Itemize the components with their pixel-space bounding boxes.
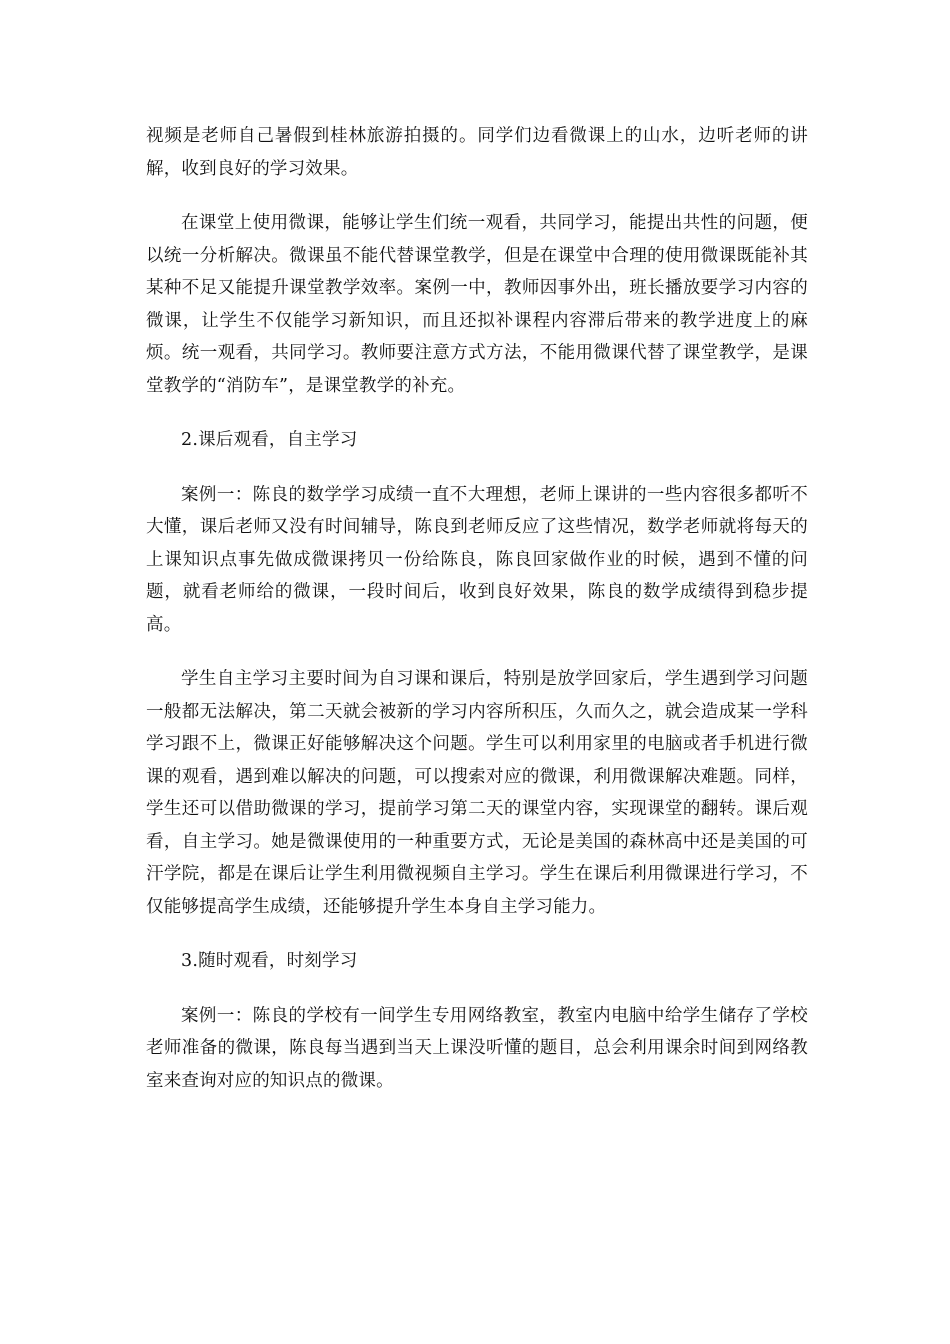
document-body: [146, 120, 808, 1119]
section-heading-after-class: 2.课后观看，自主学习: [181, 430, 358, 450]
section-heading-anytime: 3.随时观看，时刻学习: [181, 951, 358, 971]
paragraph-classroom-use: 在课堂上使用微课，能够让学生们统一观看，共同学习，能提出共性的问题，便以统一分析解决。微课虽不能代替课堂教学，但是在课堂中合理的使用微课既能补其某种不足又能提升课堂教学效率。案例一中，教师因事外出，班长播放要学习内容的微课，让学生不仅能学习新知识，而且还拟补课程内容滞后带来的教学进度上的麻烦。统一观看，共同学习。教师要注意方式方法，不能用微课代替了课堂教学，是课堂教学的“消防车”，是课堂教学的补充。: [146, 213, 808, 396]
paragraph-case-chen-liang-math: 案例一：陈良的数学学习成绩一直不大理想，老师上课讲的一些内容很多都听不大懂，课后老师又没有时间辅导，陈良到老师反应了这些情况，数学老师就将每天的上课知识点事先做成微课拷贝一份给陈良，陈良回家做作业的时候，遇到不懂的问题，就看老师给的微课，一段时间后，收到良好效果，陈良的数学成绩得到稳步提高。: [146, 484, 808, 635]
paragraph-self-study: 学生自主学习主要时间为自习课和课后，特别是放学回家后，学生遇到学习问题一般都无法解决，第二天就会被新的学习内容所积压，久而久之，就会造成某一学科学习跟不上，微课正好能够解决这个问题。学生可以利用家里的电脑或者手机进行微课的观看，遇到难以解决的问题，可以搜索对应的微课，利用微课解决难题。同样，学生还可以借助微课的学习，提前学习第二天的课堂内容，实现课堂的翻转。课后观看，自主学习。她是微课使用的一种重要方式，无论是美国的森林高中还是美国的可汗学院，都是在课后让学生利用微视频自主学习。学生在课后利用微课进行学习，不仅能够提高学生成绩，还能够提升学生本身自主学习能力。: [146, 669, 808, 917]
paragraph-video-continuation: 视频是老师自己暑假到桂林旅游拍摄的。同学们边看微课上的山水，边听老师的讲解，收到良好的学习效果。: [146, 126, 808, 179]
paragraph-case-network-classroom: 案例一：陈良的学校有一间学生专用网络教室，教室内电脑中给学生储存了学校老师准备的微课，陈良每当遇到当天上课没听懂的题目，总会利用课余时间到网络教室来查询对应的知识点的微课。: [146, 1005, 808, 1091]
